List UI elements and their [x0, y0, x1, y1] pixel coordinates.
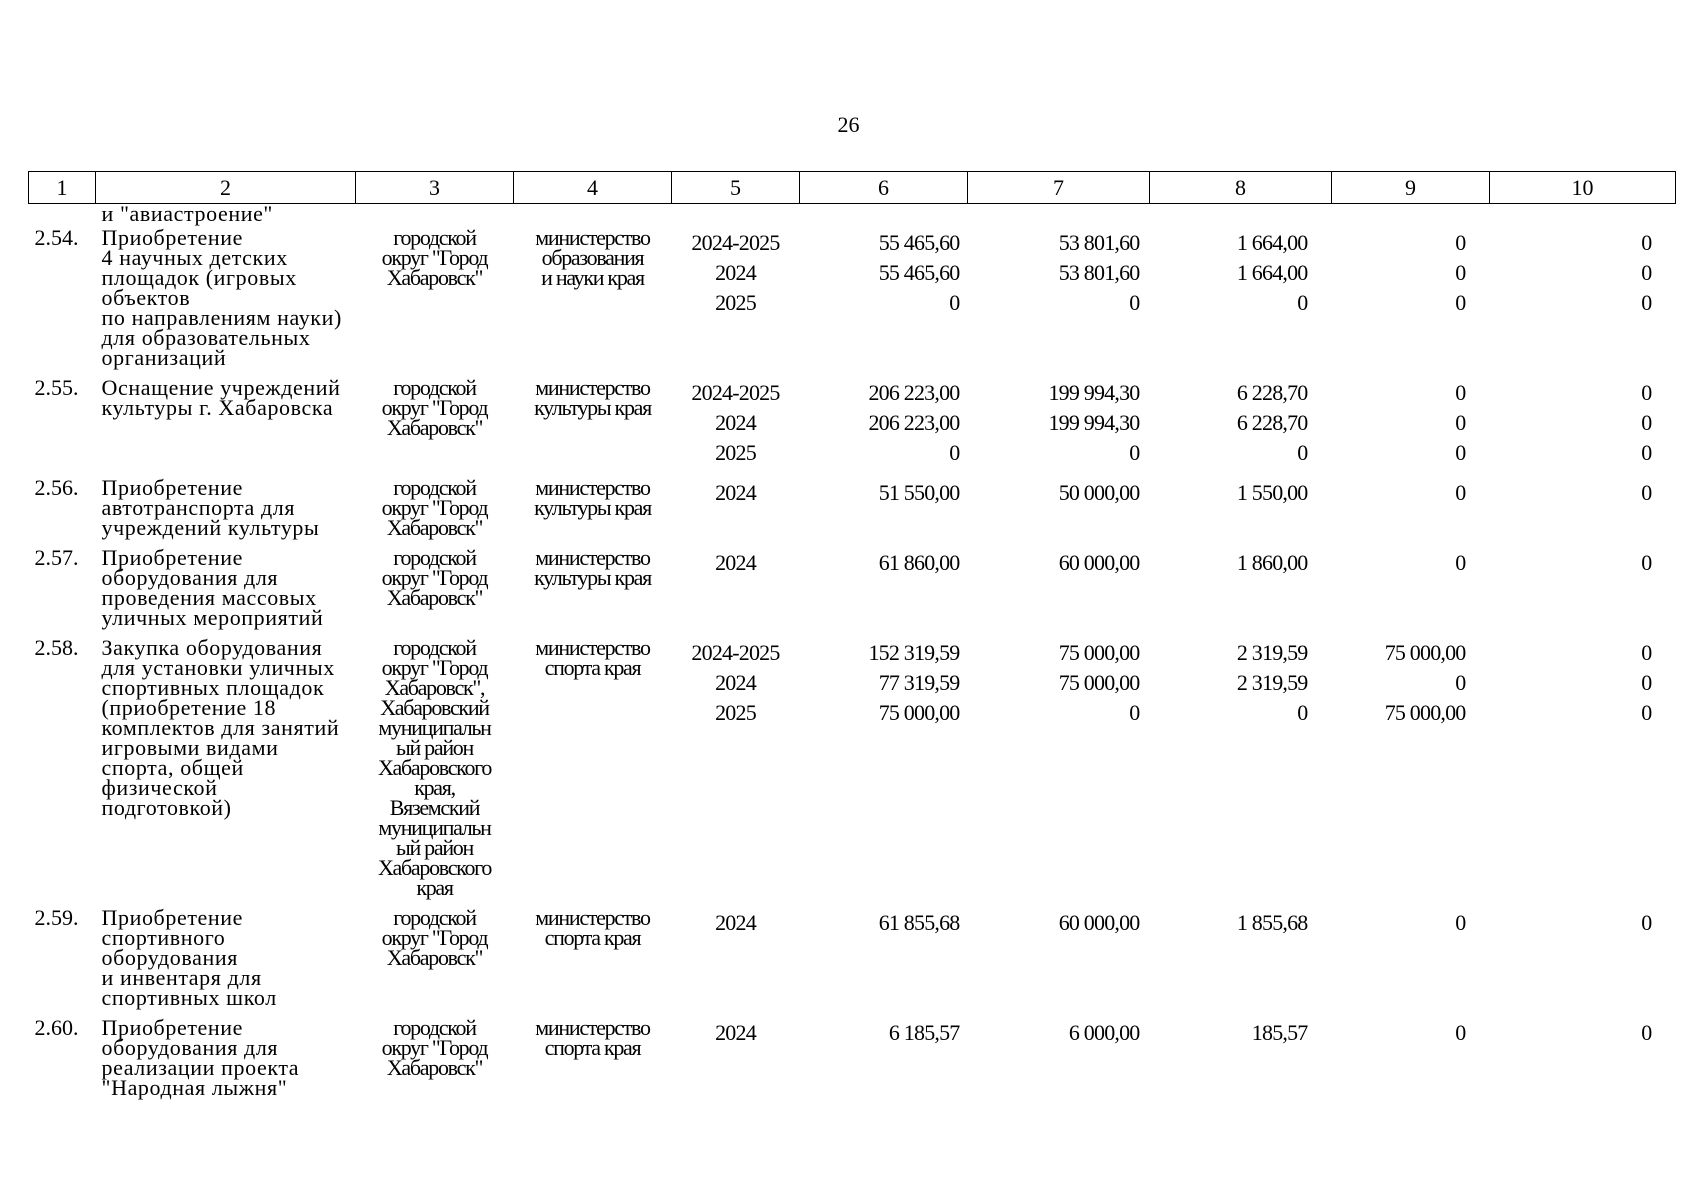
amount-value: 61 860,00 [878, 550, 960, 575]
ministry-cell [514, 544, 672, 634]
amount-value: 1 664,00 [1236, 260, 1308, 285]
year-value: 2024 [715, 1020, 756, 1045]
amount-value: 6 228,70 [1236, 380, 1308, 405]
value-cell-c8 [1150, 474, 1332, 544]
column-header: 4 [514, 172, 672, 204]
year-value: 2024 [715, 910, 756, 935]
amount-value: 60 000,00 [1058, 550, 1140, 575]
value-cell-c8 [1150, 904, 1332, 1014]
value-cell-c6 [800, 634, 968, 904]
value-cell-c10 [1490, 374, 1676, 474]
amount-value: 1 664,00 [1236, 230, 1308, 255]
executor-cell [356, 544, 514, 634]
amount-value: 2 319,59 [1236, 640, 1308, 665]
amount-value: 55 465,60 [878, 260, 960, 285]
executor-text: городской округ "Город Хабаровск" [381, 545, 488, 610]
amount-value: 1 860,00 [1236, 550, 1308, 575]
table-row [29, 1014, 1676, 1104]
amount-value: 0 [1297, 440, 1308, 465]
amount-value: 60 000,00 [1058, 910, 1140, 935]
value-cell-c6 [800, 374, 968, 474]
row-number: 2.60. [34, 1015, 79, 1040]
column-header: 6 [800, 172, 968, 204]
table-row [29, 474, 1676, 544]
amount-value: 0 [1129, 440, 1140, 465]
amount-value: 75 000,00 [1058, 670, 1140, 695]
amount-value: 0 [1455, 260, 1466, 285]
executor-text: городской округ "Город Хабаровск", Хабаровский муниципальн ый район Хабаровского края, Вяземский муниципальн ый район Хабаровского края [377, 635, 492, 900]
amount-value: 0 [1455, 410, 1466, 435]
amount-value: 0 [1641, 1020, 1652, 1045]
amount-value: 75 000,00 [1384, 700, 1466, 725]
executor-cell [356, 224, 514, 374]
value-cell-c8 [1150, 544, 1332, 634]
row-number: 2.56. [34, 475, 79, 500]
table-header-row [29, 172, 1676, 204]
year-value: 2025 [715, 290, 756, 315]
amount-value: 53 801,60 [1058, 260, 1140, 285]
amount-value: 0 [1641, 640, 1652, 665]
amount-value: 0 [1641, 700, 1652, 725]
column-header: 2 [96, 172, 356, 204]
years-cell [672, 904, 800, 1014]
amount-value: 50 000,00 [1058, 480, 1140, 505]
amount-value: 75 000,00 [878, 700, 960, 725]
executor-cell [356, 374, 514, 474]
amount-value: 0 [949, 290, 960, 315]
amount-value: 0 [1641, 290, 1652, 315]
table-row [29, 904, 1676, 1014]
year-value: 2024 [715, 670, 756, 695]
amount-value: 152 319,59 [868, 640, 960, 665]
value-cell-c10 [1490, 544, 1676, 634]
program-table [28, 171, 1676, 1104]
row-number: 2.58. [34, 635, 79, 660]
value-cell-c9 [1332, 224, 1490, 374]
amount-value: 1 855,68 [1236, 910, 1308, 935]
column-header: 7 [968, 172, 1150, 204]
year-value: 2024 [715, 260, 756, 285]
amount-value: 206 223,00 [868, 380, 960, 405]
year-value: 2024-2025 [691, 380, 780, 405]
activity-name-cell [96, 374, 356, 474]
ministry-cell [514, 634, 672, 904]
amount-value: 75 000,00 [1384, 640, 1466, 665]
activity-name: Приобретение оборудования для проведения массовых уличных мероприятий [101, 545, 324, 630]
activity-name: Приобретение 4 научных детских площадок (игровых объектов по направлениям науки) для образовательных организаций [101, 225, 342, 370]
ministry-cell [514, 374, 672, 474]
executor-text: городской округ "Город Хабаровск" [381, 475, 488, 540]
executor-cell [356, 634, 514, 904]
activity-name-cell [96, 1014, 356, 1104]
amount-value: 0 [1129, 290, 1140, 315]
row-number-cell [29, 1014, 96, 1104]
year-value: 2024 [715, 410, 756, 435]
amount-value: 0 [1297, 290, 1308, 315]
amount-value: 75 000,00 [1058, 640, 1140, 665]
years-cell [672, 634, 800, 904]
year-value: 2024 [715, 480, 756, 505]
column-header: 5 [672, 172, 800, 204]
value-cell-c7 [968, 474, 1150, 544]
column-header: 3 [356, 172, 514, 204]
amount-value: 0 [1297, 700, 1308, 725]
amount-value: 0 [1641, 910, 1652, 935]
year-value: 2024-2025 [691, 640, 780, 665]
amount-value: 0 [1455, 290, 1466, 315]
row-number-cell [29, 904, 96, 1014]
column-header: 8 [1150, 172, 1332, 204]
amount-value: 2 319,59 [1236, 670, 1308, 695]
executor-text: городской округ "Город Хабаровск" [381, 225, 488, 290]
value-cell-c7 [968, 374, 1150, 474]
amount-value: 0 [1641, 440, 1652, 465]
amount-value: 6 000,00 [1068, 1020, 1140, 1045]
ministry-cell [514, 224, 672, 374]
amount-value: 51 550,00 [878, 480, 960, 505]
row-number: 2.59. [34, 905, 79, 930]
value-cell-c10 [1490, 634, 1676, 904]
value-cell-c6 [800, 224, 968, 374]
year-value: 2024-2025 [691, 230, 780, 255]
executor-text: городской округ "Город Хабаровск" [381, 1015, 488, 1080]
value-cell-c9 [1332, 904, 1490, 1014]
value-cell-c10 [1490, 1014, 1676, 1104]
column-header: 10 [1490, 172, 1676, 204]
amount-value: 206 223,00 [868, 410, 960, 435]
value-cell-c7 [968, 904, 1150, 1014]
value-cell-c6 [800, 1014, 968, 1104]
amount-value: 0 [1455, 910, 1466, 935]
ministry-text: министерство спорта края [535, 1015, 650, 1060]
ministry-text: министерство спорта края [535, 905, 650, 950]
years-cell [672, 544, 800, 634]
amount-value: 199 994,30 [1048, 380, 1140, 405]
amount-value: 0 [1455, 230, 1466, 255]
ministry-text: министерство спорта края [535, 635, 650, 680]
value-cell-c7 [968, 544, 1150, 634]
value-cell-c6 [800, 904, 968, 1014]
amount-value: 0 [1641, 550, 1652, 575]
amount-value: 77 319,59 [878, 670, 960, 695]
year-value: 2025 [715, 440, 756, 465]
continuation-row [29, 204, 1676, 225]
row-number: 2.57. [34, 545, 79, 570]
ministry-cell [514, 1014, 672, 1104]
row-number-cell [29, 634, 96, 904]
amount-value: 0 [1455, 440, 1466, 465]
amount-value: 0 [1455, 480, 1466, 505]
column-header: 9 [1332, 172, 1490, 204]
value-cell-c7 [968, 634, 1150, 904]
column-header: 1 [29, 172, 96, 204]
activity-name-cell [96, 634, 356, 904]
amount-value: 55 465,60 [878, 230, 960, 255]
value-cell-c8 [1150, 634, 1332, 904]
row-number: 2.54. [34, 225, 79, 250]
value-cell-c9 [1332, 634, 1490, 904]
row-number-cell [29, 374, 96, 474]
activity-name: Закупка оборудования для установки уличных спортивных площадок (приобретение 18 комплектов для занятий игровыми видами спорта, общей физической подготовкой) [101, 635, 340, 820]
row-number-cell [29, 474, 96, 544]
value-cell-c10 [1490, 904, 1676, 1014]
value-cell-c9 [1332, 1014, 1490, 1104]
amount-value: 0 [1455, 550, 1466, 575]
years-cell [672, 224, 800, 374]
amount-value: 0 [1641, 230, 1652, 255]
value-cell-c9 [1332, 374, 1490, 474]
ministry-text: министерство образования и науки края [535, 225, 650, 290]
amount-value: 0 [1641, 670, 1652, 695]
activity-name: Приобретение оборудования для реализации проекта "Народная лыжня" [101, 1015, 300, 1100]
table-row [29, 374, 1676, 474]
table-row [29, 224, 1676, 374]
amount-value: 0 [949, 440, 960, 465]
row-number-cell [29, 224, 96, 374]
amount-value: 61 855,68 [878, 910, 960, 935]
value-cell-c7 [968, 224, 1150, 374]
amount-value: 0 [1455, 1020, 1466, 1045]
amount-value: 185,57 [1251, 1020, 1308, 1045]
value-cell-c8 [1150, 224, 1332, 374]
ministry-text: министерство культуры края [534, 375, 651, 420]
amount-value: 0 [1641, 410, 1652, 435]
amount-value: 199 994,30 [1048, 410, 1140, 435]
table-row [29, 544, 1676, 634]
value-cell-c9 [1332, 474, 1490, 544]
value-cell-c8 [1150, 1014, 1332, 1104]
year-value: 2024 [715, 550, 756, 575]
amount-value: 6 185,57 [888, 1020, 960, 1045]
years-cell [672, 474, 800, 544]
page-number: 26 [837, 112, 860, 137]
years-cell [672, 1014, 800, 1104]
amount-value: 0 [1455, 380, 1466, 405]
amount-value: 0 [1641, 260, 1652, 285]
activity-name-cell [96, 224, 356, 374]
row-number-cell [29, 544, 96, 634]
amount-value: 53 801,60 [1058, 230, 1140, 255]
activity-name: Приобретение автотранспорта для учреждений культуры [101, 475, 320, 540]
amount-value: 0 [1129, 700, 1140, 725]
amount-value: 0 [1641, 480, 1652, 505]
executor-cell [356, 1014, 514, 1104]
activity-name-cell [96, 544, 356, 634]
executor-text: городской округ "Город Хабаровск" [381, 905, 488, 970]
activity-name: Оснащение учреждений культуры г. Хабаровска [101, 375, 341, 420]
ministry-cell [514, 904, 672, 1014]
executor-cell [356, 904, 514, 1014]
value-cell-c10 [1490, 224, 1676, 374]
ministry-text: министерство культуры края [534, 545, 651, 590]
activity-name: Приобретение спортивного оборудования и инвентаря для спортивных школ [101, 905, 277, 1010]
table-row [29, 634, 1676, 904]
ministry-text: министерство культуры края [534, 475, 651, 520]
value-cell-c7 [968, 1014, 1150, 1104]
value-cell-c6 [800, 474, 968, 544]
value-cell-c6 [800, 544, 968, 634]
value-cell-c9 [1332, 544, 1490, 634]
ministry-cell [514, 474, 672, 544]
value-cell-c10 [1490, 474, 1676, 544]
amount-value: 0 [1641, 380, 1652, 405]
amount-value: 6 228,70 [1236, 410, 1308, 435]
row-number: 2.55. [34, 375, 79, 400]
continuation-text: и "авиастроение" [101, 201, 274, 226]
executor-cell [356, 474, 514, 544]
years-cell [672, 374, 800, 474]
executor-text: городской округ "Город Хабаровск" [381, 375, 488, 440]
amount-value: 0 [1455, 670, 1466, 695]
year-value: 2025 [715, 700, 756, 725]
activity-name-cell [96, 904, 356, 1014]
amount-value: 1 550,00 [1236, 480, 1308, 505]
value-cell-c8 [1150, 374, 1332, 474]
activity-name-cell [96, 474, 356, 544]
